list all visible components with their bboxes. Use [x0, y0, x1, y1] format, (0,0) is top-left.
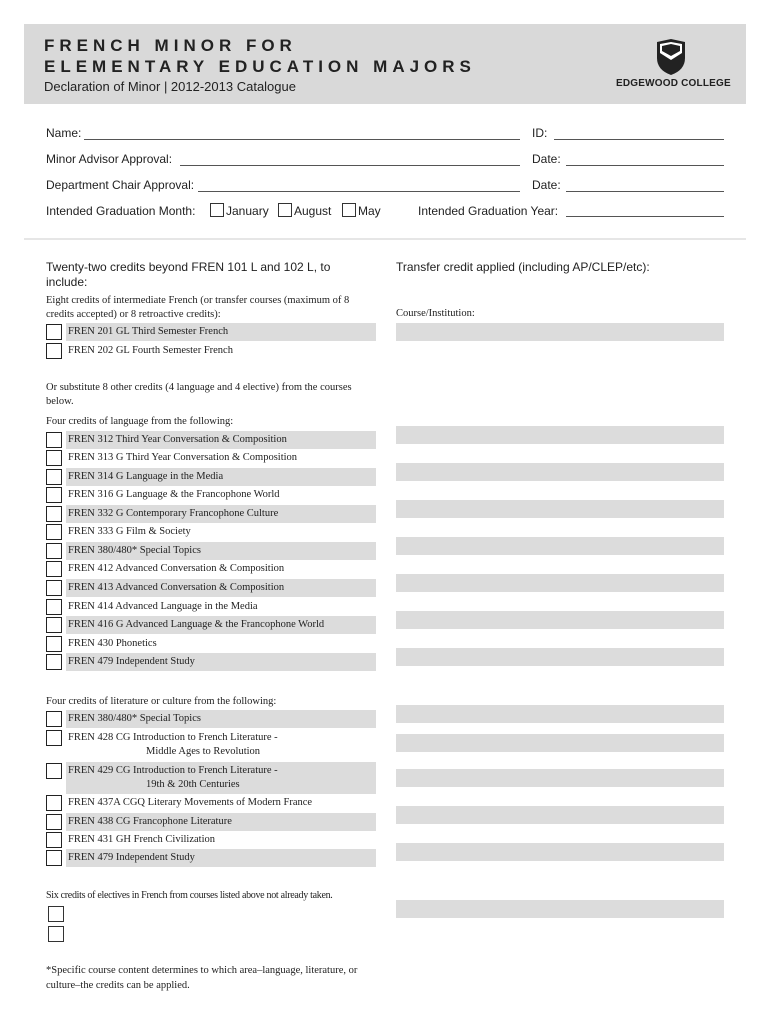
course-checkbox[interactable]	[46, 654, 62, 670]
month-option-may: May	[358, 204, 381, 218]
transfer-field[interactable]	[396, 574, 724, 592]
language-course-row	[46, 468, 376, 486]
course-checkbox[interactable]	[46, 561, 62, 577]
id-field[interactable]	[554, 139, 724, 140]
language-course-row	[46, 635, 376, 653]
transfer-field[interactable]	[396, 611, 724, 629]
advisor-date-field[interactable]	[566, 165, 724, 166]
transfer-heading: Transfer credit applied (including AP/CLEP/etc):	[396, 260, 650, 274]
id-label: ID:	[532, 126, 548, 140]
literature-course-row	[46, 831, 376, 849]
course-checkbox[interactable]	[46, 730, 62, 746]
transfer-field[interactable]	[396, 648, 724, 666]
month-option-august: August	[294, 204, 332, 218]
course-label: FREN 430 Phonetics	[68, 638, 157, 649]
course-checkbox[interactable]	[46, 795, 62, 811]
language-course-row	[46, 616, 376, 634]
literature-text: Four credits of literature or culture from the following:	[46, 696, 277, 707]
year-field[interactable]	[566, 216, 724, 217]
page-subtitle: Declaration of Minor | 2012-2013 Catalogue	[44, 79, 296, 94]
course-label: FREN 314 G Language in the Media	[68, 471, 224, 482]
course-label: FREN 380/480* Special Topics	[68, 713, 201, 724]
course-row-fren202	[46, 342, 376, 360]
course-label: FREN 429 CG Introduction to French Literature -	[68, 765, 278, 776]
course-label: FREN 333 G Film & Society	[68, 526, 191, 537]
transfer-field[interactable]	[396, 843, 724, 861]
course-label: FREN 437A CGQ Literary Movements of Modern France	[68, 797, 313, 808]
section-divider	[24, 238, 746, 240]
course-row-fren201	[46, 323, 376, 341]
course-label: FREN 380/480* Special Topics	[68, 545, 201, 556]
literature-course-row	[46, 813, 376, 831]
course-checkbox[interactable]	[46, 506, 62, 522]
course-checkbox[interactable]	[46, 580, 62, 596]
language-course-row	[46, 598, 376, 616]
literature-course-row	[46, 762, 376, 794]
page-title-line1: FRENCH MINOR FOR	[44, 36, 297, 55]
intermediate-text: Eight credits of intermediate French (or transfer courses (maximum of 8 credits accepted) or 8 retroactive credits):	[46, 295, 350, 320]
course-checkbox[interactable]	[46, 487, 62, 503]
chair-label: Department Chair Approval:	[46, 178, 195, 192]
course-label: FREN 479 Independent Study	[68, 852, 195, 863]
course-label: FREN 202 GL Fourth Semester French	[68, 345, 233, 356]
transfer-field[interactable]	[396, 769, 724, 787]
chair-field[interactable]	[198, 191, 520, 192]
logo-text: EDGEWOOD COLLEGE	[616, 78, 731, 89]
course-label: FREN 414 Advanced Language in the Media	[68, 601, 258, 612]
course-label: FREN 316 G Language & the Francophone World	[68, 489, 280, 500]
month-checkbox-january[interactable]	[210, 203, 224, 217]
page-title-line2: ELEMENTARY EDUCATION MAJORS	[44, 57, 476, 76]
course-label-line2: Middle Ages to Revolution	[146, 746, 261, 757]
course-checkbox[interactable]	[46, 524, 62, 540]
course-checkbox[interactable]	[46, 343, 62, 359]
course-label: FREN 412 Advanced Conversation & Composition	[68, 563, 285, 574]
language-course-row	[46, 542, 376, 560]
literature-course-row	[46, 794, 376, 812]
course-label-line2: 19th & 20th Centuries	[146, 779, 240, 790]
course-checkbox[interactable]	[46, 469, 62, 485]
language-course-row	[46, 486, 376, 504]
transfer-field[interactable]	[396, 500, 724, 518]
course-checkbox[interactable]	[46, 324, 62, 340]
name-field[interactable]	[84, 139, 520, 140]
course-checkbox[interactable]	[46, 432, 62, 448]
month-checkbox-august[interactable]	[278, 203, 292, 217]
course-checkbox[interactable]	[46, 543, 62, 559]
course-label: FREN 479 Independent Study	[68, 656, 195, 667]
elective-checkbox-1[interactable]	[48, 906, 64, 922]
course-checkbox[interactable]	[46, 763, 62, 779]
course-checkbox[interactable]	[46, 599, 62, 615]
college-logo	[616, 38, 731, 94]
requirements-heading: Twenty-two credits beyond FREN 101 L and 102 L, to include:	[46, 260, 331, 289]
course-label: FREN 201 GL Third Semester French	[68, 326, 229, 337]
course-checkbox[interactable]	[46, 711, 62, 727]
language-course-row	[46, 560, 376, 578]
course-checkbox[interactable]	[46, 832, 62, 848]
advisor-label: Minor Advisor Approval:	[46, 152, 173, 166]
month-option-january: January	[226, 204, 269, 218]
advisor-field[interactable]	[180, 165, 520, 166]
course-checkbox[interactable]	[46, 617, 62, 633]
header-banner	[24, 24, 746, 104]
language-text: Four credits of language from the following:	[46, 416, 234, 427]
shield-icon	[616, 38, 726, 76]
language-course-row	[46, 505, 376, 523]
language-course-row	[46, 431, 376, 449]
language-course-row	[46, 653, 376, 671]
chair-date-field[interactable]	[566, 191, 724, 192]
month-label: Intended Graduation Month:	[46, 204, 196, 218]
language-course-row	[46, 523, 376, 541]
substitute-text: Or substitute 8 other credits (4 language and 4 elective) from the courses below.	[46, 382, 352, 407]
course-label: FREN 431 GH French Civilization	[68, 834, 215, 845]
transfer-field[interactable]	[396, 426, 724, 444]
year-label: Intended Graduation Year:	[418, 204, 559, 218]
literature-course-row	[46, 849, 376, 867]
course-label: FREN 428 CG Introduction to French Literature -	[68, 732, 278, 743]
name-label: Name:	[46, 126, 82, 140]
transfer-field[interactable]	[396, 806, 724, 824]
transfer-field[interactable]	[396, 323, 724, 341]
course-label: FREN 313 G Third Year Conversation & Composition	[68, 452, 298, 463]
course-checkbox[interactable]	[46, 850, 62, 866]
advisor-date-label: Date:	[532, 152, 561, 166]
electives-text: Six credits of electives in French from courses listed above not already taken.	[46, 890, 333, 901]
language-course-row	[46, 449, 376, 467]
course-label: FREN 416 G Advanced Language & the Francophone World	[68, 619, 325, 630]
course-label: FREN 438 CG Francophone Literature	[68, 816, 232, 827]
course-label: FREN 312 Third Year Conversation & Composition	[68, 434, 287, 445]
literature-course-row	[46, 729, 376, 761]
transfer-field[interactable]	[396, 537, 724, 555]
course-checkbox[interactable]	[46, 636, 62, 652]
course-checkbox[interactable]	[46, 814, 62, 830]
transfer-field[interactable]	[396, 705, 724, 723]
transfer-field[interactable]	[396, 900, 724, 918]
transfer-field[interactable]	[396, 734, 724, 752]
month-checkbox-may[interactable]	[342, 203, 356, 217]
literature-course-row	[46, 710, 376, 728]
language-course-row	[46, 579, 376, 597]
elective-checkbox-2[interactable]	[48, 926, 64, 942]
course-label: FREN 332 G Contemporary Francophone Culture	[68, 508, 279, 519]
course-checkbox[interactable]	[46, 450, 62, 466]
course-label: FREN 413 Advanced Conversation & Composition	[68, 582, 285, 593]
course-institution-label: Course/Institution:	[396, 308, 475, 319]
chair-date-label: Date:	[532, 178, 561, 192]
footnote: *Specific course content determines to which area–language, literature, or culture–the credits can be applied.	[46, 965, 358, 991]
transfer-field[interactable]	[396, 463, 724, 481]
